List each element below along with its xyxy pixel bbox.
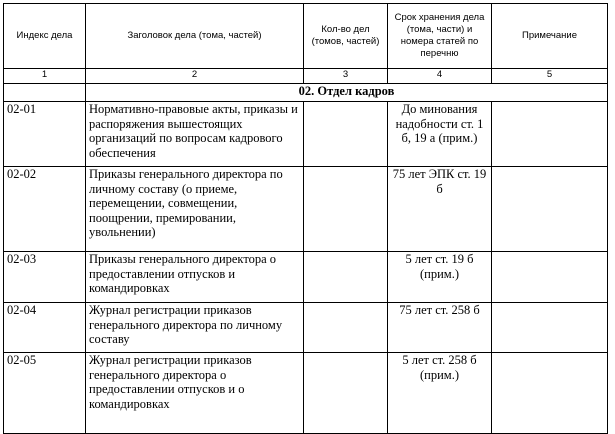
nomenclature-sheet	[3, 3, 608, 434]
row-storage: 75 лет ст. 258 б	[388, 303, 492, 353]
table-row	[4, 303, 608, 353]
row-index: 02-02	[4, 167, 86, 252]
table-row	[4, 102, 608, 167]
row-count	[304, 353, 388, 434]
column-number: 3	[304, 69, 388, 84]
table-row	[4, 252, 608, 303]
table-row	[4, 353, 608, 434]
row-index: 02-04	[4, 303, 86, 353]
header-note: Примечание	[492, 4, 608, 69]
row-note	[492, 102, 608, 167]
row-storage: 5 лет ст. 19 б (прим.)	[388, 252, 492, 303]
row-note	[492, 303, 608, 353]
row-count	[304, 252, 388, 303]
row-title: Журнал регистрации приказов генерального директора по личному составу	[86, 303, 304, 353]
row-note	[492, 167, 608, 252]
column-number: 4	[388, 69, 492, 84]
row-title: Журнал регистрации приказов генерального директора о предоставлении отпусков и о командировках	[86, 353, 304, 434]
row-storage: 5 лет ст. 258 б (прим.)	[388, 353, 492, 434]
row-note	[492, 252, 608, 303]
section-title: 02. Отдел кадров	[86, 84, 608, 102]
row-count	[304, 102, 388, 167]
row-title: Приказы генерального директора о предоставлении отпусков и командировках	[86, 252, 304, 303]
table-row	[4, 167, 608, 252]
row-count	[304, 167, 388, 252]
row-count	[304, 303, 388, 353]
row-title: Приказы генерального директора по личному составу (о приеме, перемещении, совмещении, поощрении, премировании, увольнении)	[86, 167, 304, 252]
row-index: 02-05	[4, 353, 86, 434]
row-storage: 75 лет ЭПК ст. 19 б	[388, 167, 492, 252]
header-index: Индекс дела	[4, 4, 86, 69]
header-storage: Срок хранения дела (тома, части) и номера статей по перечню	[388, 4, 492, 69]
row-title: Нормативно-правовые акты, приказы и распоряжения вышестоящих организаций по вопросам кадрового обеспечения	[86, 102, 304, 167]
section-row	[4, 84, 608, 102]
row-index: 02-03	[4, 252, 86, 303]
row-index: 02-01	[4, 102, 86, 167]
header-row	[4, 4, 608, 69]
column-number: 5	[492, 69, 608, 84]
column-number-row	[4, 69, 608, 84]
header-title: Заголовок дела (тома, частей)	[86, 4, 304, 69]
nomenclature-table	[3, 3, 608, 434]
column-number: 2	[86, 69, 304, 84]
row-storage: До минования надобности ст. 1 б, 19 а (прим.)	[388, 102, 492, 167]
column-number: 1	[4, 69, 86, 84]
header-count: Кол-во дел (томов, частей)	[304, 4, 388, 69]
section-spacer	[4, 84, 86, 102]
row-note	[492, 353, 608, 434]
